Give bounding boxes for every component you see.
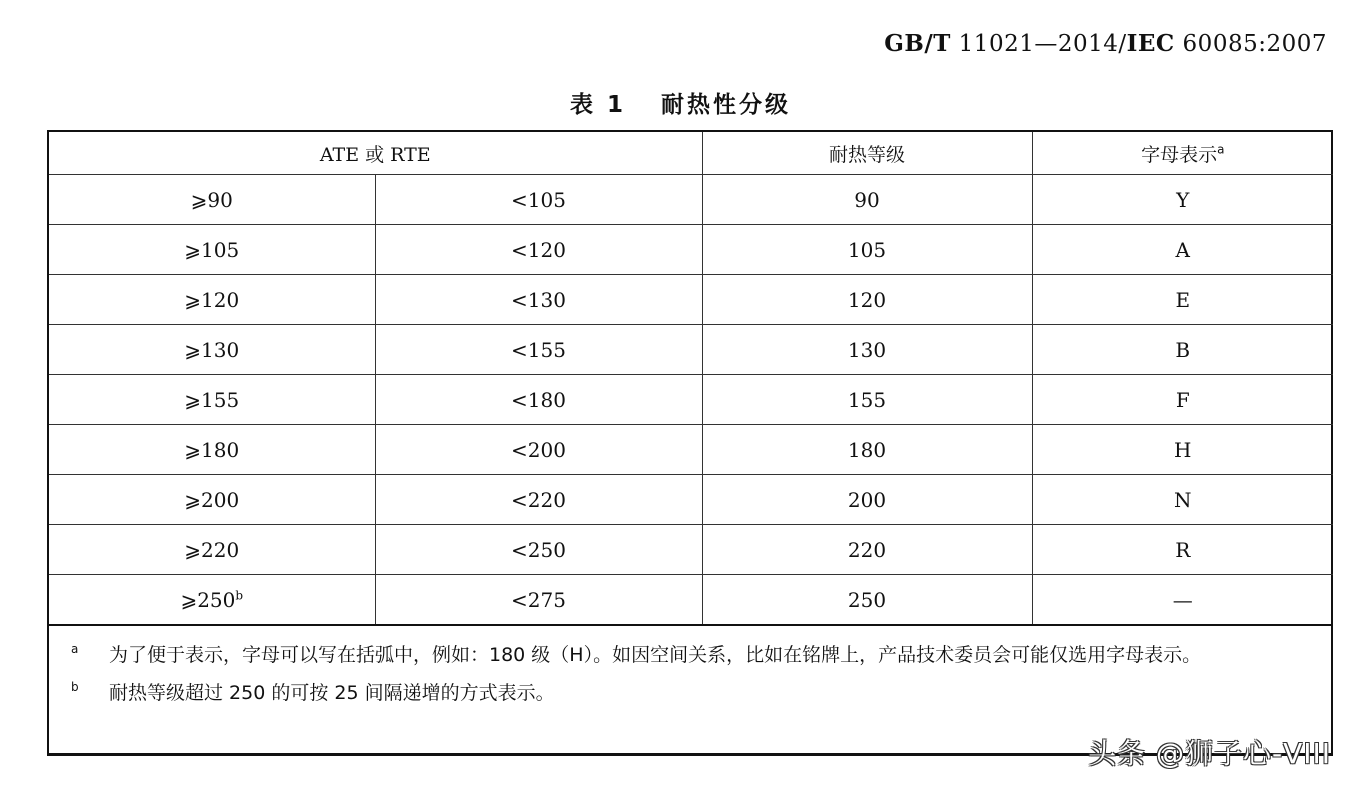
footnote-mark: a	[71, 642, 79, 656]
max-cell	[375, 225, 702, 275]
letter-cell-value: A	[1175, 237, 1190, 262]
table-row	[49, 575, 1333, 626]
max-cell-value: <200	[511, 437, 566, 462]
min-cell-value: ⩾130	[184, 337, 240, 362]
table-row	[49, 275, 1333, 325]
max-cell-value: <220	[511, 487, 566, 512]
max-cell	[375, 325, 702, 375]
letter-cell	[1032, 275, 1333, 325]
iec-number: 60085:2007	[1182, 31, 1327, 57]
min-cell	[49, 575, 375, 626]
class-cell	[702, 575, 1032, 626]
letter-cell	[1032, 225, 1333, 275]
letter-cell-value: N	[1174, 487, 1192, 512]
max-cell-value: <180	[511, 387, 566, 412]
table-row	[49, 375, 1333, 425]
table-frame	[47, 130, 1333, 756]
class-cell	[702, 525, 1032, 575]
standard-number: 11021—2014/	[958, 31, 1127, 57]
letter-cell	[1032, 175, 1333, 225]
min-cell	[49, 475, 375, 525]
min-cell	[49, 175, 375, 225]
class-cell-value: 250	[847, 587, 887, 612]
letter-cell	[1032, 525, 1333, 575]
heat-class-table	[49, 132, 1333, 626]
footnote-text: 为了便于表示，字母可以写在括弧中，例如：180 级（H）。如因空间关系，比如在铭牌上，产品技术委员会可能仅选用字母表示。	[109, 644, 1202, 666]
max-cell-value: <155	[511, 337, 566, 362]
max-cell-value: <250	[511, 537, 566, 562]
max-cell	[375, 175, 702, 225]
table-row	[49, 525, 1333, 575]
max-cell	[375, 275, 702, 325]
max-cell	[375, 575, 702, 626]
header-letter-text: 字母表示	[1141, 143, 1218, 166]
iec-prefix: IEC	[1126, 30, 1175, 57]
min-cell	[49, 375, 375, 425]
table-row	[49, 325, 1333, 375]
class-cell	[702, 325, 1032, 375]
min-cell	[49, 425, 375, 475]
table-header-row	[49, 132, 1333, 175]
table-row	[49, 175, 1333, 225]
class-cell	[702, 175, 1032, 225]
max-cell	[375, 425, 702, 475]
standard-header	[884, 30, 1327, 57]
table-row	[49, 425, 1333, 475]
footnote-mark-a: a	[1217, 142, 1225, 157]
letter-cell-value: F	[1175, 387, 1190, 412]
min-cell-value: ⩾155	[184, 387, 240, 412]
class-cell-value: 220	[847, 537, 887, 562]
max-cell	[375, 375, 702, 425]
header-heat-class: 耐热等级	[702, 132, 1032, 175]
header-letter	[1032, 132, 1333, 175]
letter-cell	[1032, 575, 1333, 626]
letter-cell-value: —	[1172, 587, 1193, 612]
letter-cell	[1032, 475, 1333, 525]
table-title-text: 耐热性分级	[661, 92, 792, 118]
letter-cell-value: R	[1175, 537, 1191, 562]
footnote-text: 耐热等级超过 250 的可按 25 间隔递增的方式表示。	[109, 682, 555, 704]
table-row	[49, 225, 1333, 275]
footnote	[71, 636, 1311, 674]
class-cell-value: 105	[847, 237, 887, 262]
class-cell	[702, 275, 1032, 325]
max-cell-value: <120	[511, 237, 566, 262]
class-cell	[702, 375, 1032, 425]
min-cell	[49, 325, 375, 375]
letter-cell	[1032, 425, 1333, 475]
letter-cell-value: B	[1175, 337, 1191, 362]
class-cell-value: 155	[847, 387, 887, 412]
class-cell-value: 200	[847, 487, 887, 512]
class-cell	[702, 475, 1032, 525]
min-cell	[49, 225, 375, 275]
table-notes	[49, 626, 1331, 712]
class-cell-value: 180	[847, 437, 887, 462]
min-cell	[49, 525, 375, 575]
min-cell-value: ⩾250	[180, 587, 236, 612]
table-label: 表 1	[569, 92, 626, 118]
max-cell-value: <275	[511, 587, 566, 612]
max-cell-value: <130	[511, 287, 566, 312]
standard-prefix: GB/T	[884, 30, 951, 57]
class-cell	[702, 425, 1032, 475]
letter-cell	[1032, 375, 1333, 425]
letter-cell-value: E	[1175, 287, 1191, 312]
letter-cell	[1032, 325, 1333, 375]
header-ate-rte: ATE 或 RTE	[49, 132, 702, 175]
min-cell-value: ⩾220	[184, 537, 240, 562]
class-cell-value: 90	[854, 187, 880, 212]
min-cell-value: ⩾200	[184, 487, 240, 512]
min-cell-value: ⩾90	[190, 187, 233, 212]
min-cell-value: ⩾120	[184, 287, 240, 312]
max-cell	[375, 525, 702, 575]
letter-cell-value: Y	[1176, 187, 1190, 212]
footnote-mark-b: b	[235, 587, 244, 602]
min-cell	[49, 275, 375, 325]
class-cell-value: 130	[847, 337, 887, 362]
max-cell	[375, 475, 702, 525]
table-row	[49, 475, 1333, 525]
letter-cell-value: H	[1174, 437, 1192, 462]
watermark: 头条 @狮子心-VIII	[1088, 737, 1331, 770]
footnote-mark: b	[71, 680, 79, 694]
min-cell-value: ⩾180	[184, 437, 240, 462]
max-cell-value: <105	[511, 187, 566, 212]
class-cell	[702, 225, 1032, 275]
class-cell-value: 120	[847, 287, 887, 312]
footnote	[71, 674, 1311, 712]
min-cell-value: ⩾105	[184, 237, 240, 262]
table-title	[0, 86, 1361, 119]
